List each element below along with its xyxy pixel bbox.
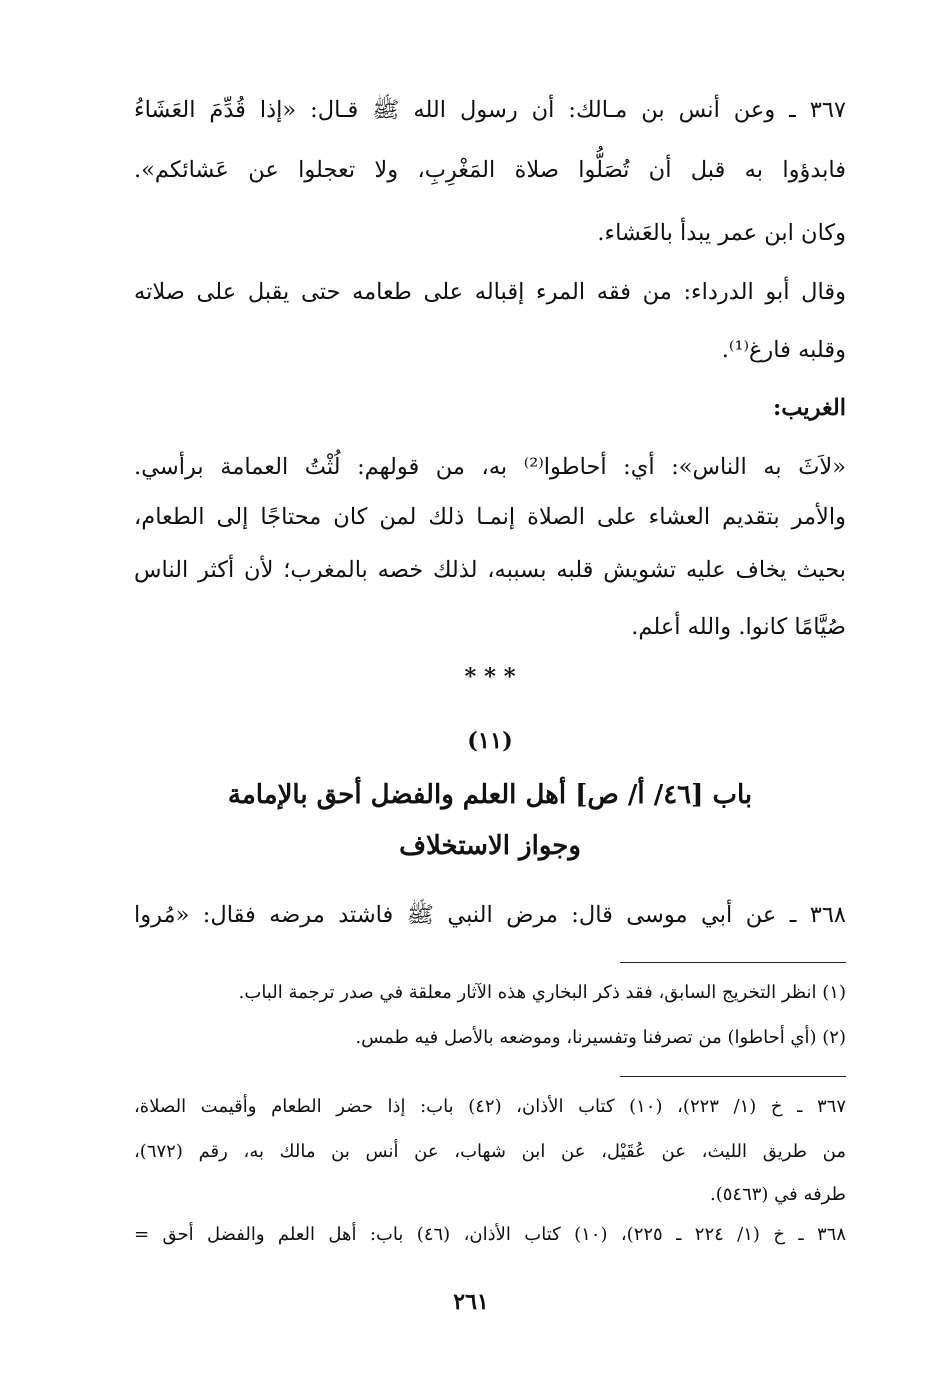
hadith-368-line: ٣٦٨ ـ عن أبي موسى قال: مرض النبي ﷺ فاشتد مرضه فقال: «مُروا	[134, 902, 846, 928]
takhrij-line: من طريق الليث، عن عُقَيْل، عن ابن شهاب، عن أنس بن مالك به، رقم (٦٧٢)،	[134, 1141, 846, 1162]
takhrij-line: ٣٦٨ ـ خ (١/ ٢٢٤ ـ ٢٢٥)، (١٠) كتاب الأذان، (٤٦) باب: أهل العلم والفضل أحق =	[134, 1224, 847, 1245]
section-heading-gharib: الغريب:	[772, 395, 846, 421]
footnote: (١) انظر التخريج السابق، فقد ذكر البخاري هذه الآثار معلقة في صدر ترجمة الباب.	[238, 982, 846, 1003]
takhrij-line: ٣٦٧ ـ خ (١/ ٢٢٣)، (١٠) كتاب الأذان، (٤٢) باب: إذا حضر الطعام وأقيمت الصلاة،	[134, 1096, 847, 1117]
text-line: وقال أبو الدرداء: من فقه المرء إقباله على طعامه حتى يقبل على صلاته	[134, 279, 846, 305]
chapter-title: باب [٤٦/ أ/ ص] أهل العلم والفضل أحق بالإمامة	[227, 780, 753, 810]
text-line: صُيَّامًا كانوا. والله أعلم.	[631, 614, 846, 640]
footnote: (٢) (أي أحاطوا) من تصرفنا وتفسيرنا، وموضعه بالأصل فيه طمس.	[355, 1027, 846, 1048]
takhrij-notes	[134, 0, 846, 1260]
text-line: فابدؤوا به قبل أن تُصَلُّوا صلاة المَغْرِبِ، ولا تعجلوا عن عَشائكم».	[134, 157, 846, 183]
text-line: وكان ابن عمر يبدأ بالعَشاء.	[597, 220, 846, 246]
page-number: ٢٦١	[453, 1289, 489, 1315]
text-line: وقلبه فارغ⁽¹⁾.	[721, 337, 846, 363]
text-line: والأمر بتقديم العشاء على الصلاة إنمـا ذلك لمن كان محتاجًا إلى الطعام،	[134, 504, 846, 530]
text-line: بحيث يخاف عليه تشويش قلبه بسببه، لذلك خصه بالمغرب؛ لأن أكثر الناس	[134, 557, 846, 583]
text-line: «لاَثَ به الناس»: أي: أحاطوا⁽²⁾ به، من قولهم: لُثْتُ العمامة برأسي.	[134, 454, 847, 480]
text-line: ٣٦٧ ـ وعن أنس بن مـالك: أن رسول الله ﷺ قـال: «إذا قُدِّمَ العَشَاءُ	[134, 97, 846, 123]
chapter-title-continued: وجواز الاستخلاف	[399, 831, 581, 861]
chapter-number: (١١)	[467, 728, 513, 754]
takhrij-line: طرفه في (٥٤٦٣).	[709, 1184, 846, 1205]
separator-stars: * * *	[464, 664, 516, 690]
